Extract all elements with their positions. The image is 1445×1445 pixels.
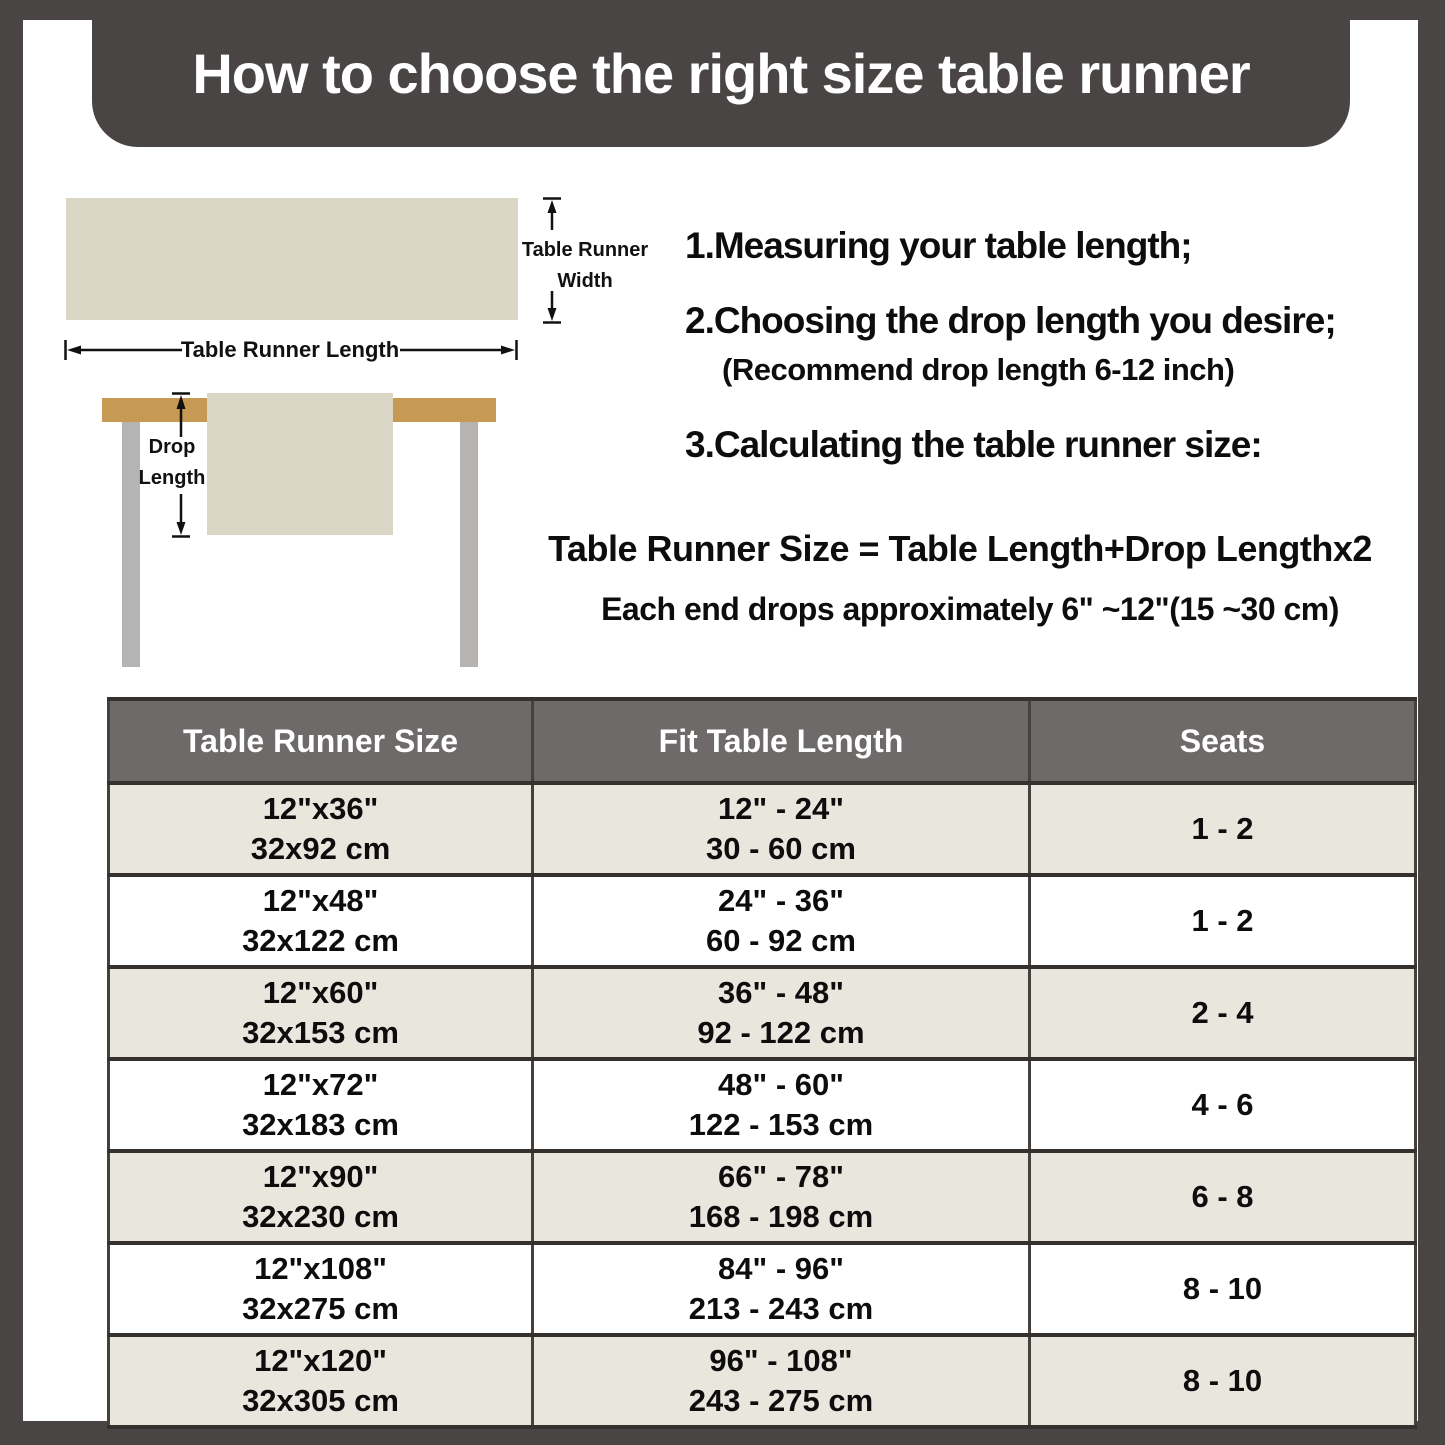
cell-fit-length — [533, 967, 1030, 1059]
runner-flat-rect — [66, 198, 518, 320]
width-label-line1: Table Runner — [521, 239, 649, 261]
drop-label-line1: Drop — [148, 436, 196, 458]
cell-fit-length — [533, 1335, 1030, 1427]
runner-hanging-rect — [207, 393, 393, 535]
step-2-note: (Recommend drop length 6-12 inch) — [722, 352, 1235, 387]
cell-seats: 8 - 10 — [1030, 1335, 1416, 1427]
cell-seats: 4 - 6 — [1030, 1059, 1416, 1151]
table-row — [109, 1059, 1416, 1151]
fit-inches: 66" - 78" — [718, 1159, 844, 1194]
size-cm: 32x230 cm — [242, 1199, 399, 1234]
fit-cm: 30 - 60 cm — [706, 831, 856, 866]
width-label-line2: Width — [557, 270, 613, 292]
cell-runner-size — [109, 1059, 533, 1151]
runner-size-formula: Table Runner Size = Table Length+Drop Lengthx2 — [548, 528, 1372, 569]
table-row — [109, 875, 1416, 967]
cell-runner-size — [109, 967, 533, 1059]
step-2-text: 2.Choosing the drop length you desire; — [685, 300, 1336, 341]
size-inches: 12"x72" — [262, 1067, 379, 1102]
size-inches: 12"x48" — [262, 883, 379, 918]
cell-runner-size — [109, 1335, 533, 1427]
fit-cm: 122 - 153 cm — [688, 1107, 874, 1142]
cell-fit-length — [533, 1059, 1030, 1151]
cell-fit-length — [533, 875, 1030, 967]
size-inches: 12"x36" — [262, 791, 379, 826]
fit-cm: 243 - 275 cm — [688, 1383, 874, 1418]
cell-runner-size — [109, 1151, 533, 1243]
step-3-text: 3.Calculating the table runner size: — [685, 424, 1262, 465]
fit-cm: 60 - 92 cm — [706, 923, 856, 958]
column-header-runner-size: Table Runner Size — [109, 699, 533, 783]
fit-inches: 36" - 48" — [718, 975, 844, 1010]
cell-seats: 1 - 2 — [1030, 875, 1416, 967]
table-row — [109, 1243, 1416, 1335]
fit-inches: 24" - 36" — [718, 883, 844, 918]
cell-fit-length — [533, 1151, 1030, 1243]
cell-fit-length — [533, 1243, 1030, 1335]
size-inches: 12"x90" — [262, 1159, 379, 1194]
drop-dimension-arrow-top — [170, 392, 192, 437]
size-cm: 32x183 cm — [242, 1107, 399, 1142]
length-label: Table Runner Length — [180, 337, 400, 362]
table-leg-right — [460, 422, 478, 667]
size-cm: 32x92 cm — [250, 831, 391, 866]
fit-inches: 12" - 24" — [718, 791, 844, 826]
table-header-row — [109, 699, 1416, 783]
size-cm: 32x122 cm — [242, 923, 399, 958]
cell-seats: 1 - 2 — [1030, 783, 1416, 875]
drop-range-note: Each end drops approximately 6" ~12"(15 ~30 cm) — [601, 591, 1339, 627]
cell-fit-length — [533, 783, 1030, 875]
drop-dimension-arrow-bottom — [170, 494, 192, 538]
drop-length-label — [128, 432, 216, 494]
fit-cm: 168 - 198 cm — [688, 1199, 874, 1234]
size-inches: 12"x60" — [262, 975, 379, 1010]
length-dimension-arrow-right — [400, 339, 518, 361]
cell-seats: 2 - 4 — [1030, 967, 1416, 1059]
size-cm: 32x153 cm — [242, 1015, 399, 1050]
table-row — [109, 783, 1416, 875]
fit-cm: 213 - 243 cm — [688, 1291, 874, 1326]
size-chart-table — [107, 697, 1417, 1429]
length-dimension-arrow-left — [64, 339, 182, 361]
drop-label-line2: Length — [138, 467, 206, 489]
cell-runner-size — [109, 1243, 533, 1335]
cell-runner-size — [109, 783, 533, 875]
column-header-seats: Seats — [1030, 699, 1416, 783]
cell-runner-size — [109, 875, 533, 967]
fit-cm: 92 - 122 cm — [697, 1015, 865, 1050]
size-cm: 32x305 cm — [242, 1383, 399, 1418]
cell-seats: 8 - 10 — [1030, 1243, 1416, 1335]
width-dimension-arrow-bottom — [541, 291, 563, 324]
header-banner — [92, 0, 1350, 147]
page-title: How to choose the right size table runner — [192, 42, 1250, 105]
step-1-text: 1.Measuring your table length; — [685, 225, 1192, 266]
fit-inches: 96" - 108" — [709, 1343, 853, 1378]
fit-inches: 48" - 60" — [718, 1067, 844, 1102]
outer-frame-right — [1418, 0, 1445, 1445]
size-inches: 12"x108" — [254, 1251, 387, 1286]
width-label — [518, 235, 652, 297]
table-row — [109, 1151, 1416, 1243]
table-row — [109, 967, 1416, 1059]
cell-seats: 6 - 8 — [1030, 1151, 1416, 1243]
size-inches: 12"x120" — [254, 1343, 387, 1378]
outer-frame-left — [0, 0, 23, 1445]
column-header-fit-length: Fit Table Length — [533, 699, 1030, 783]
size-cm: 32x275 cm — [242, 1291, 399, 1326]
width-dimension-arrow-top — [541, 197, 563, 230]
table-row — [109, 1335, 1416, 1427]
fit-inches: 84" - 96" — [718, 1251, 844, 1286]
